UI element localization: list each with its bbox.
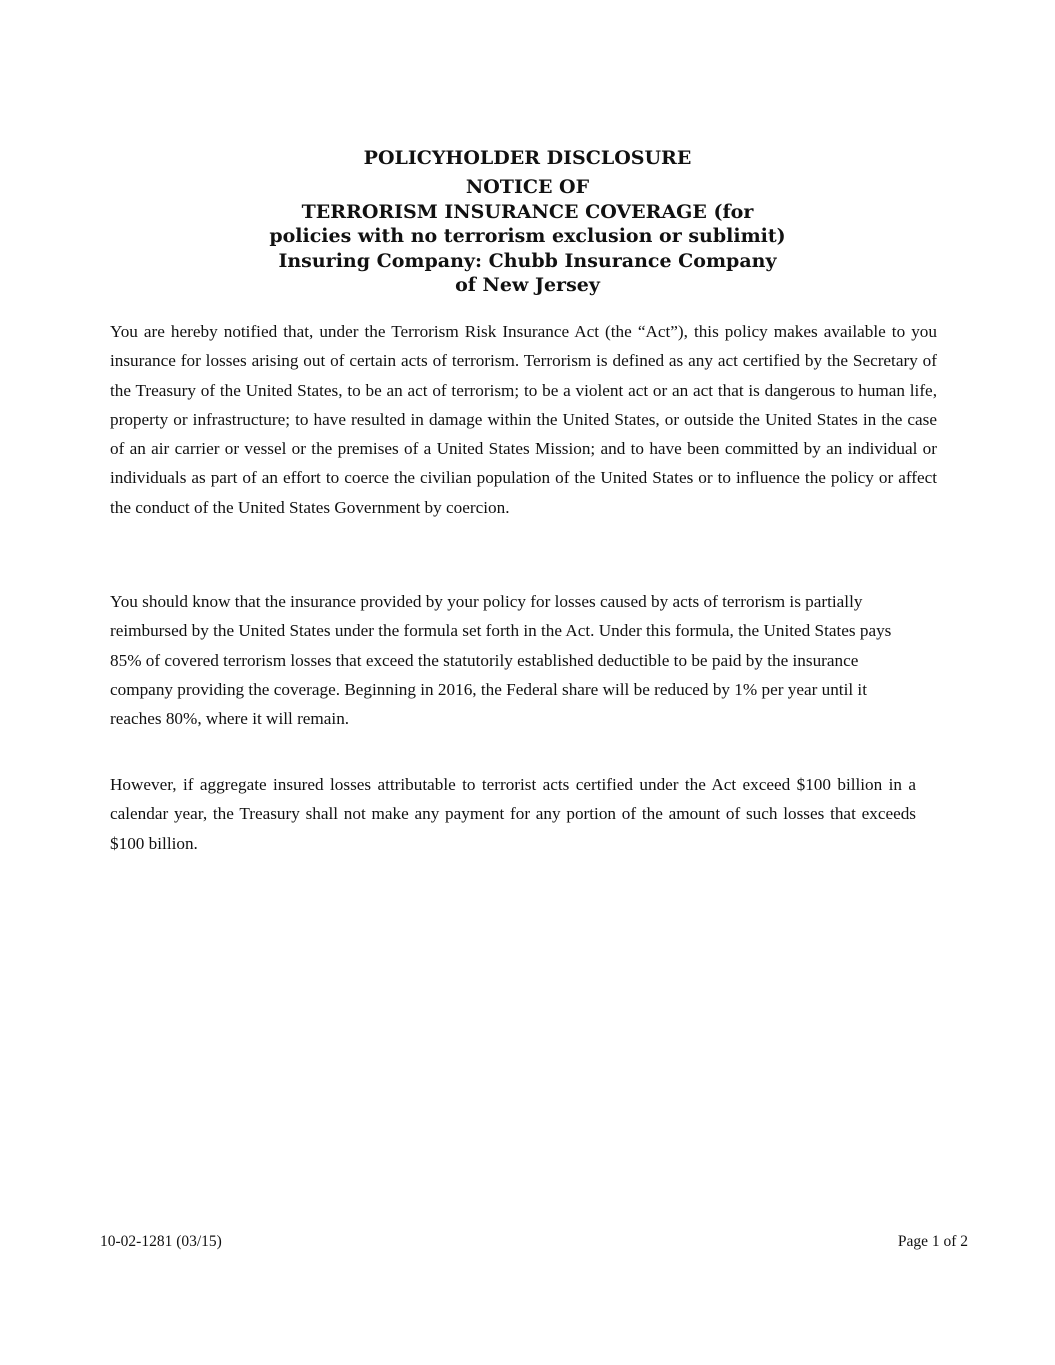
notice-heading-line-4: Insuring Company: Chubb Insurance Company <box>278 249 777 272</box>
notice-heading-line-3: policies with no terrorism exclusion or sublimit) <box>269 225 786 247</box>
page-title <box>0 146 1055 170</box>
page-number: Page 1 of 2 <box>897 1233 968 1250</box>
notice-heading-line-5: of New Jersey <box>455 274 600 296</box>
paragraph-cap: However, if aggregate insured losses attributable to terrorist acts certified under the Act exceed $100 billion in a calendar year, the Treasury shall not make any payment for any portion of the amount of such losses that exceeds $100 billion. <box>110 775 916 853</box>
notice-heading-line-1: NOTICE OF <box>465 176 590 198</box>
form-number: 10-02-1281 (03/15) <box>100 1233 222 1250</box>
notice-heading-line-2: TERRORISM INSURANCE COVERAGE (for <box>301 200 754 223</box>
notice-heading <box>0 175 1055 298</box>
paragraph-notification: You are hereby notified that, under the Terrorism Risk Insurance Act (the “Act”), this policy makes available to you insurance for losses arising out of certain acts of terrorism. Terrorism is defined as any act certified by the Secretary of the Treasury of the United States, to be an act of terrorism; to be a violent act or an act that is dangerous to human life, property or infrastructure; to have resulted in damage within the United States, or outside the United States in the case of an air carrier or vessel or the premises of a United States Mission; and to have been committed by an individual or individuals as part of an effort to coerce the civilian population of the United States or to influence the policy or affect the conduct of the United States Government by coercion. <box>110 322 937 517</box>
title-text: POLICYHOLDER DISCLOSURE <box>363 147 692 169</box>
paragraph-reimbursement: You should know that the insurance provided by your policy for losses caused by acts of terrorism is partially reimbursed by the United States under the formula set forth in the Act. Under this formula, the United States pays 85% of covered terrorism losses that exceed the statutorily established deductible to be paid by the insurance company providing the coverage. Beginning in 2016, the Federal share will be reduced by 1% per year until it reaches 80%, where it will remain. <box>110 592 892 729</box>
